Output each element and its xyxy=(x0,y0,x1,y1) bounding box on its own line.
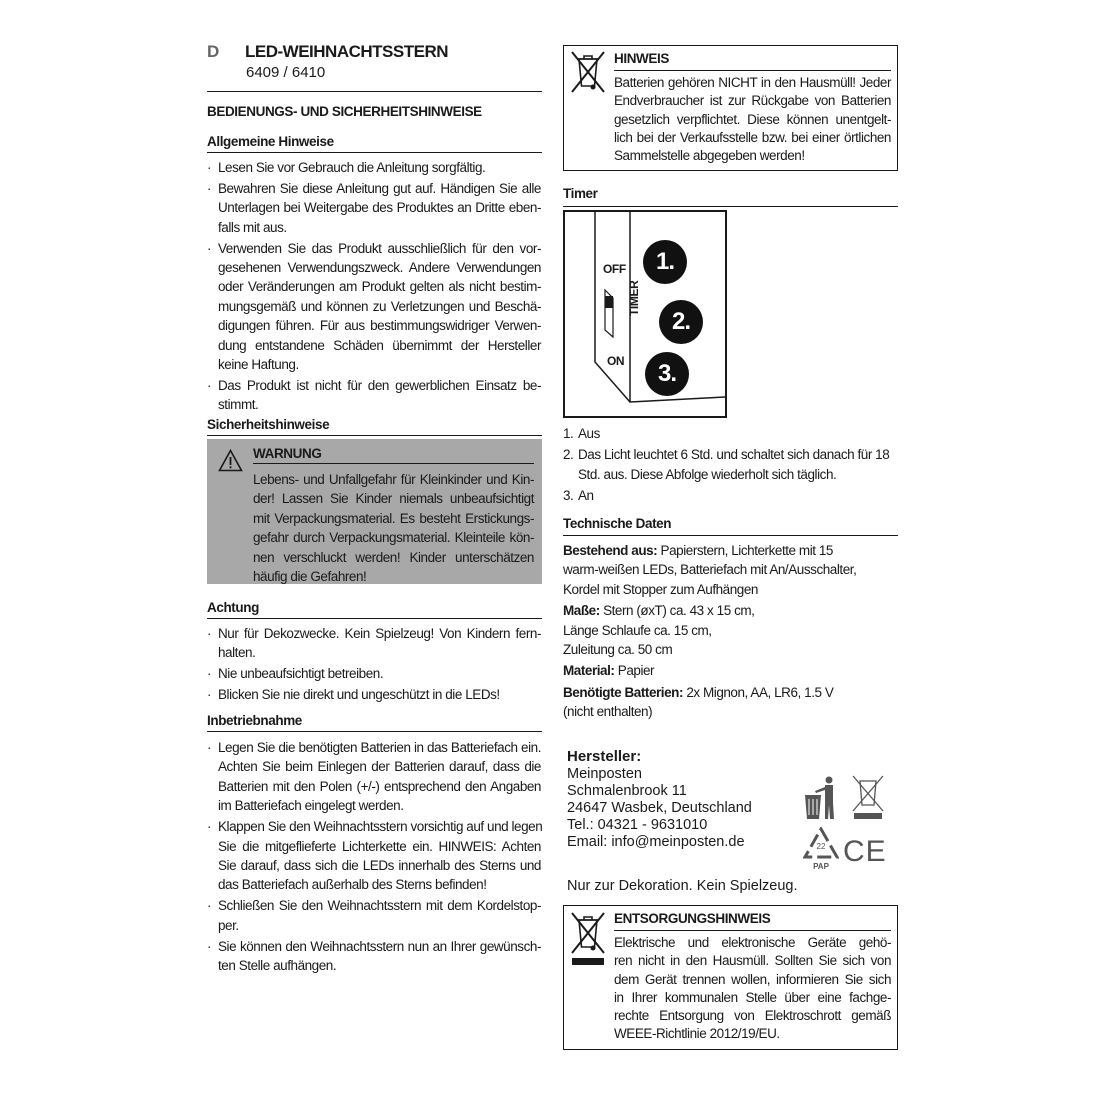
text-line: dung entstandene Schäden übernimmt der Hersteller xyxy=(218,337,541,353)
text-line: ten Stelle aufhängen. xyxy=(218,957,337,973)
disposal-text xyxy=(614,934,891,1044)
text-line: Nie unbeaufsichtigt betreiben. xyxy=(218,666,384,682)
section-heading-safety: Sicherheitshinweise xyxy=(207,417,330,432)
bullet-dot: · xyxy=(207,666,212,682)
text-line: 24647 Wasbek, Deutschland xyxy=(567,800,752,816)
timer-step-1: 1. xyxy=(643,240,687,284)
text-line: das Batteriefach außerhalb des Sterns befinden! xyxy=(218,877,487,893)
list-item xyxy=(207,664,541,683)
page-title: LED-WEIHNACHTSSTERN xyxy=(245,42,448,61)
battery-notice-box xyxy=(563,45,898,171)
disposal-box xyxy=(563,905,898,1050)
text-line xyxy=(563,683,898,702)
text-line: Bewahren Sie diese Anleitung gut auf. Händigen Sie alle xyxy=(218,180,541,196)
divider xyxy=(614,70,891,71)
warning-triangle-icon xyxy=(218,449,243,472)
timer-item xyxy=(563,445,898,484)
text-line: Lesen Sie vor Gebrauch die Anleitung sorgfältig. xyxy=(218,160,486,175)
list-item xyxy=(207,624,541,663)
text-line: Legen Sie die benötigten Batterien in das Batteriefach ein. xyxy=(218,740,541,755)
timer-step-2: 2. xyxy=(659,300,703,344)
section-heading-caution: Achtung xyxy=(207,600,259,615)
text-line: Elektrische und elektronische Geräte gehö- xyxy=(614,935,891,950)
text-line: falls mit aus. xyxy=(218,219,287,235)
text-line: im Batteriefach eingelegt werden. xyxy=(218,798,404,814)
list-item xyxy=(207,937,541,976)
tech-label: Maße: xyxy=(563,603,600,619)
timer-item xyxy=(563,424,898,443)
section-heading-tech: Technische Daten xyxy=(563,516,672,531)
crossed-bin-icon xyxy=(570,50,606,94)
ce-mark-icon: CE xyxy=(843,835,887,868)
tech-value: Stern (øxT) ca. 43 x 15 cm, xyxy=(599,603,755,619)
list-item xyxy=(207,738,541,816)
bullet-dot: · xyxy=(207,687,212,703)
text-line: keine Haftung. xyxy=(218,357,299,373)
crossed-bin-icon xyxy=(570,911,606,965)
text-line: Klappen Sie den Weihnachtsstern vorsichtig auf und legen xyxy=(218,819,543,835)
divider xyxy=(207,731,542,732)
text-line: gefahr durch Verpackungsmaterial. Kleinteile kön- xyxy=(253,530,534,546)
tech-value: Papier xyxy=(614,663,655,679)
crossed-bin-icon xyxy=(851,775,885,821)
deco-note: Nur zur Dekoration. Kein Spielzeug. xyxy=(567,878,798,894)
warning-box xyxy=(207,439,542,584)
text-line: Sammelstelle abgegeben werden! xyxy=(614,148,805,164)
battery-notice-text xyxy=(614,74,891,165)
text-line: Verwenden Sie das Produkt ausschließlich für den vor- xyxy=(218,240,541,256)
item-number: 3. xyxy=(563,488,574,504)
list-item xyxy=(207,239,541,375)
text-line: in Ihrer kommunalen Stelle über eine fachge- xyxy=(614,989,891,1005)
text-line: mungsgemäß und können zu Verletzungen und Beschä- xyxy=(218,298,541,314)
tidyman-icon xyxy=(803,775,837,821)
divider xyxy=(207,435,542,436)
item-number: 2. xyxy=(563,447,574,463)
text-line: Std. aus. Diese Abfolge wiederholt sich täglich. xyxy=(578,466,837,482)
text-line: gesehenen Verwendungszweck. Andere Verwendungen xyxy=(218,260,541,276)
text-line xyxy=(563,601,898,620)
timer-diagram xyxy=(563,210,727,418)
main-heading: BEDIENUNGS- UND SICHERHEITSHINWEISE xyxy=(207,104,482,119)
recycle-label: PAP xyxy=(813,862,829,871)
item-number: 1. xyxy=(563,426,574,441)
text-line: Unterlagen bei Weitergabe des Produktes an Dritte eben- xyxy=(218,200,541,216)
text-line: Aus xyxy=(578,426,600,441)
bullet-dot: · xyxy=(207,240,212,256)
text-line: oder Veränderungen am Produkt gelten als nicht bestim- xyxy=(218,279,541,295)
warning-title: WARNUNG xyxy=(253,446,322,461)
text-line: Blicken Sie nie direkt und ungeschützt in die LEDs! xyxy=(218,687,500,703)
text-line: rechte Entsorgung von Elektroschrott gemäß xyxy=(614,1008,891,1024)
tech-label: Benötigte Batterien: xyxy=(563,684,684,700)
text-line: Schmalenbrook 11 xyxy=(567,783,687,799)
text-line xyxy=(563,541,898,560)
bullet-dot: · xyxy=(207,626,212,641)
text-line: Schließen Sie den Weihnachtsstern mit dem Kordelstop- xyxy=(218,898,541,914)
recycling-pap-icon xyxy=(803,827,839,871)
text-line: Kordel mit Stopper zum Aufhängen xyxy=(563,581,758,597)
tech-data xyxy=(563,541,898,724)
text-line: Sie können den Weihnachtsstern nun an Ihrer gewünsch- xyxy=(218,938,541,954)
text-line: digungen führen. Für aus bestimmungswidriger Verwen- xyxy=(218,318,541,334)
timer-step-3: 3. xyxy=(645,352,689,396)
text-line: halten. xyxy=(218,645,256,661)
text-line: Endverbraucher ist zur Rückgabe von Batterien xyxy=(614,93,891,109)
text-line: (nicht enthalten) xyxy=(563,704,653,720)
bullet-dot: · xyxy=(207,898,212,914)
text-line: Länge Schlaufe ca. 15 cm, xyxy=(563,622,712,638)
bullet-dot: · xyxy=(207,160,212,175)
text-line: Lebens- und Unfallgefahr für Kleinkinder und Kin- xyxy=(253,472,534,487)
text-line: häufig die Gefahren! xyxy=(253,569,367,585)
text-line: warm-weißen LEDs, Batteriefach mit An/Ausschalter, xyxy=(563,562,857,578)
text-line: lich bei der Verkaufsstelle bzw. bei einer örtlichen xyxy=(614,129,891,145)
list-item xyxy=(207,179,541,237)
divider xyxy=(253,463,534,464)
timer-item xyxy=(563,486,898,505)
tech-item xyxy=(563,661,898,680)
list-item xyxy=(207,896,541,935)
general-list xyxy=(207,158,541,416)
text-line: Batterien mit den Polen (+/-) entsprechend den Angaben xyxy=(218,778,541,794)
tech-item xyxy=(563,541,898,599)
tech-value: Papierstern, Lichterkette mit 15 xyxy=(657,543,833,558)
text-line xyxy=(563,661,898,680)
text-line: Achten Sie beim Einlegen der Batterien darauf, dass die xyxy=(218,759,541,775)
disposal-title: ENTSORGUNGSHINWEIS xyxy=(614,911,771,926)
model-numbers: 6409 / 6410 xyxy=(246,64,326,81)
switch-off-label: OFF xyxy=(603,262,626,276)
tech-label: Bestehend aus: xyxy=(563,543,658,558)
text-line: der! Lassen Sie Kinder niemals unbeaufsichtigt xyxy=(253,491,534,507)
timer-label: TIMER xyxy=(627,280,641,316)
warning-text xyxy=(253,470,534,586)
text-line: WEEE-Richtlinie 2012/19/EU. xyxy=(614,1026,780,1042)
manufacturer-heading: Hersteller: xyxy=(567,748,642,765)
text-line: Sie die mitgeflieferte Lichterkette ein. HINWEIS: Achten xyxy=(218,838,541,854)
text-line: ren nicht in den Hausmüll. Sollten Sie sich von xyxy=(614,953,891,969)
list-item xyxy=(207,817,541,895)
text-line: Batterien gehören NICHT in den Hausmüll! Jeder xyxy=(614,75,891,90)
text-line: Meinposten xyxy=(567,766,642,782)
text-line: Email: info@meinposten.de xyxy=(567,834,745,850)
text-line: gesetzlich verpflichtet. Diese können unentgelt- xyxy=(614,111,891,127)
tech-item xyxy=(563,601,898,659)
divider xyxy=(614,930,891,931)
timer-list xyxy=(563,424,898,508)
startup-list xyxy=(207,738,541,977)
section-heading-startup: Inbetriebnahme xyxy=(207,713,302,728)
text-line: dem Gerät trennen wollen, informieren Sie sich xyxy=(614,971,891,987)
tech-value: 2x Mignon, AA, LR6, 1.5 V xyxy=(683,684,834,700)
section-heading-general: Allgemeine Hinweise xyxy=(207,134,334,149)
recycle-code: 22 xyxy=(816,842,826,851)
bullet-dot: · xyxy=(207,740,212,755)
text-line: stimmt. xyxy=(218,397,259,413)
battery-notice-title: HINWEIS xyxy=(614,51,669,66)
divider xyxy=(563,206,898,207)
section-heading-timer: Timer xyxy=(563,186,598,201)
text-line: Nur für Dekozwecke. Kein Spielzeug! Von Kindern fern- xyxy=(218,626,541,641)
language-code: D xyxy=(207,42,220,61)
divider xyxy=(563,535,898,536)
bullet-dot: · xyxy=(207,377,212,393)
manufacturer-address xyxy=(567,766,752,851)
switch-on-label: ON xyxy=(607,354,625,368)
bullet-dot: · xyxy=(207,938,212,954)
caution-list xyxy=(207,624,541,706)
text-line: Das Produkt ist nicht für den gewerblichen Einsatz be- xyxy=(218,377,541,393)
list-item xyxy=(207,158,541,177)
text-line: per. xyxy=(218,917,239,933)
symbols xyxy=(803,775,903,871)
bullet-dot: · xyxy=(207,180,212,196)
text-line: Sie darauf, dass sich die LEDs innerhalb des Sterns und xyxy=(218,857,541,873)
divider xyxy=(207,91,542,92)
list-item xyxy=(207,376,541,415)
text-line: Tel.: 04321 - 9631010 xyxy=(567,817,708,833)
text-line: Das Licht leuchtet 6 Std. und schaltet sich danach für 18 xyxy=(578,447,890,463)
tech-label: Material: xyxy=(563,663,615,679)
bullet-dot: · xyxy=(207,819,212,835)
text-line: mit Verpackungsmaterial. Es besteht Erstickungs- xyxy=(253,510,534,526)
text-line: nen verschluckt werden! Kinder unterschätzen xyxy=(253,549,534,565)
tech-item xyxy=(563,683,898,722)
text-line: Zuleitung ca. 50 cm xyxy=(563,642,673,658)
divider xyxy=(207,152,542,153)
list-item xyxy=(207,685,541,704)
text-line: An xyxy=(578,488,594,504)
divider xyxy=(207,618,542,619)
